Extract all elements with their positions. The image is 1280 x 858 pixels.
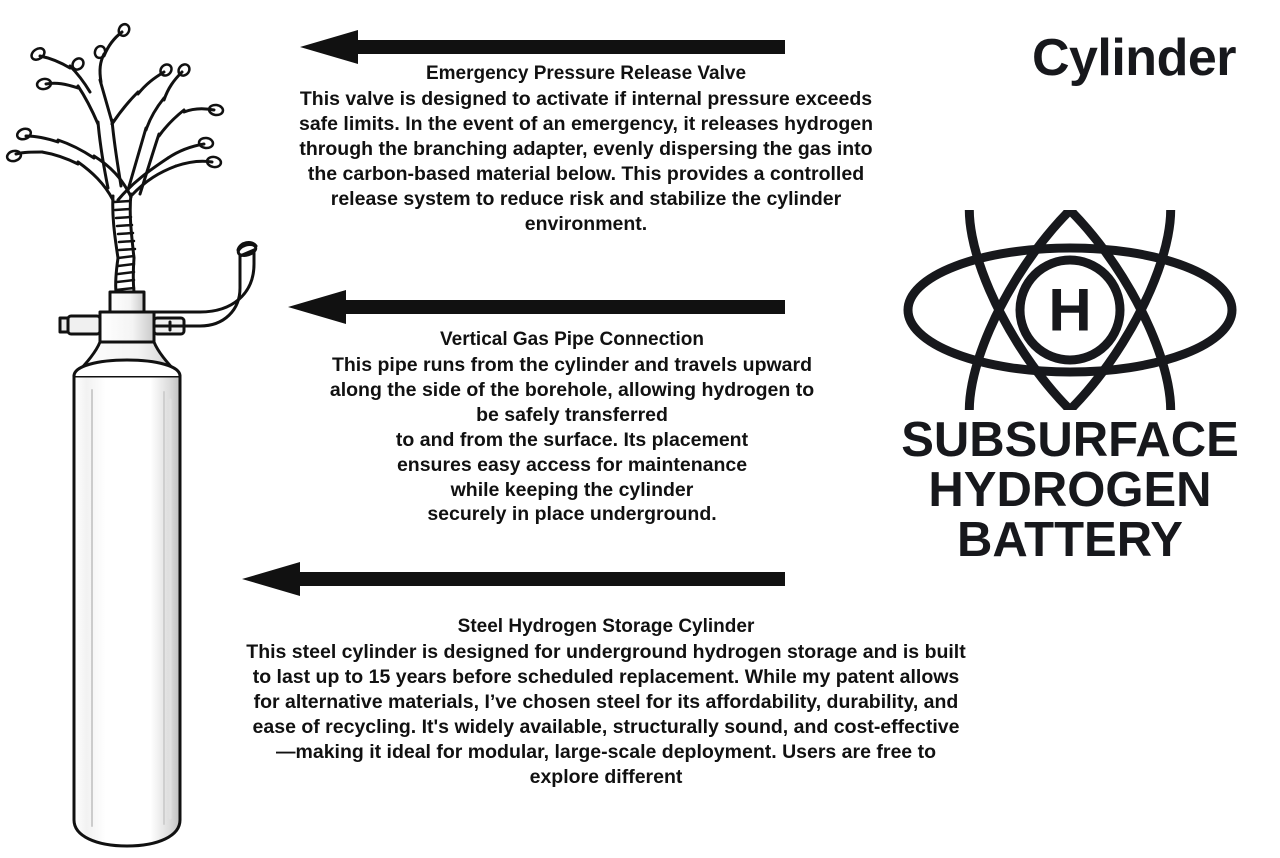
annotation-body-line: while keeping the cylinder [450, 478, 694, 501]
annotation-vertical-gas-pipe-connection [272, 328, 872, 527]
branching-release-adapter [6, 22, 224, 258]
annotation-emergency-pressure-release-valve [296, 62, 876, 236]
steel-cylinder-body [74, 360, 180, 846]
logo-line-2: HYDROGEN [928, 462, 1212, 517]
annotation-body-line: This pipe runs from the cylinder and travels upward [331, 353, 813, 376]
annotation-title: Steel Hydrogen Storage Cylinder [457, 616, 755, 637]
annotation-body-line: securely in place underground. [427, 503, 717, 526]
subsurface-hydrogen-battery-logo [880, 210, 1260, 566]
annotation-body-line: ensures easy access for maintenance [396, 453, 748, 476]
page-title: Cylinder [1031, 29, 1236, 87]
annotation-body-line: to and from the surface. Its placement [395, 428, 749, 451]
arrow-left-icon-3 [242, 562, 785, 596]
annotation-body-line: along the side of the borehole, allowing hydrogen to [329, 378, 815, 401]
arrow-left-icon-1 [300, 30, 785, 64]
annotation-title: Vertical Gas Pipe Connection [440, 329, 704, 350]
vertical-gas-pipe [154, 242, 257, 326]
annotation-body: This steel cylinder is designed for underground hydrogen storage and is built to last up to 15 years before scheduled replacement. While my patent allows for alternative materials, I’ve chosen steel for its affordability, durability, and ease of recycling. It's widely available, structurally sound, and cost-effective—making it ideal for modular, large-scale deployment. Users are free to explore different [246, 640, 966, 788]
annotation-body-line: be safely transferred [476, 403, 668, 426]
nucleus-label: H [1048, 276, 1092, 344]
atom-hydrogen-icon [900, 210, 1240, 410]
logo-line-1: SUBSURFACE [901, 413, 1239, 467]
annotation-body: This valve is designed to activate if internal pressure exceeds safe limits. In the event of an emergency, it releases hydrogen through the branching adapter, evenly dispersing the gas into the carbon-based material below. This provides a controlled release system to reduce risk and stabilize the cylinder environment. [298, 87, 873, 235]
annotation-steel-hydrogen-storage-cylinder [246, 615, 966, 789]
logo-line-3: BATTERY [957, 512, 1183, 567]
annotation-title: Emergency Pressure Release Valve [425, 63, 747, 84]
arrow-left-icon-2 [288, 290, 785, 324]
